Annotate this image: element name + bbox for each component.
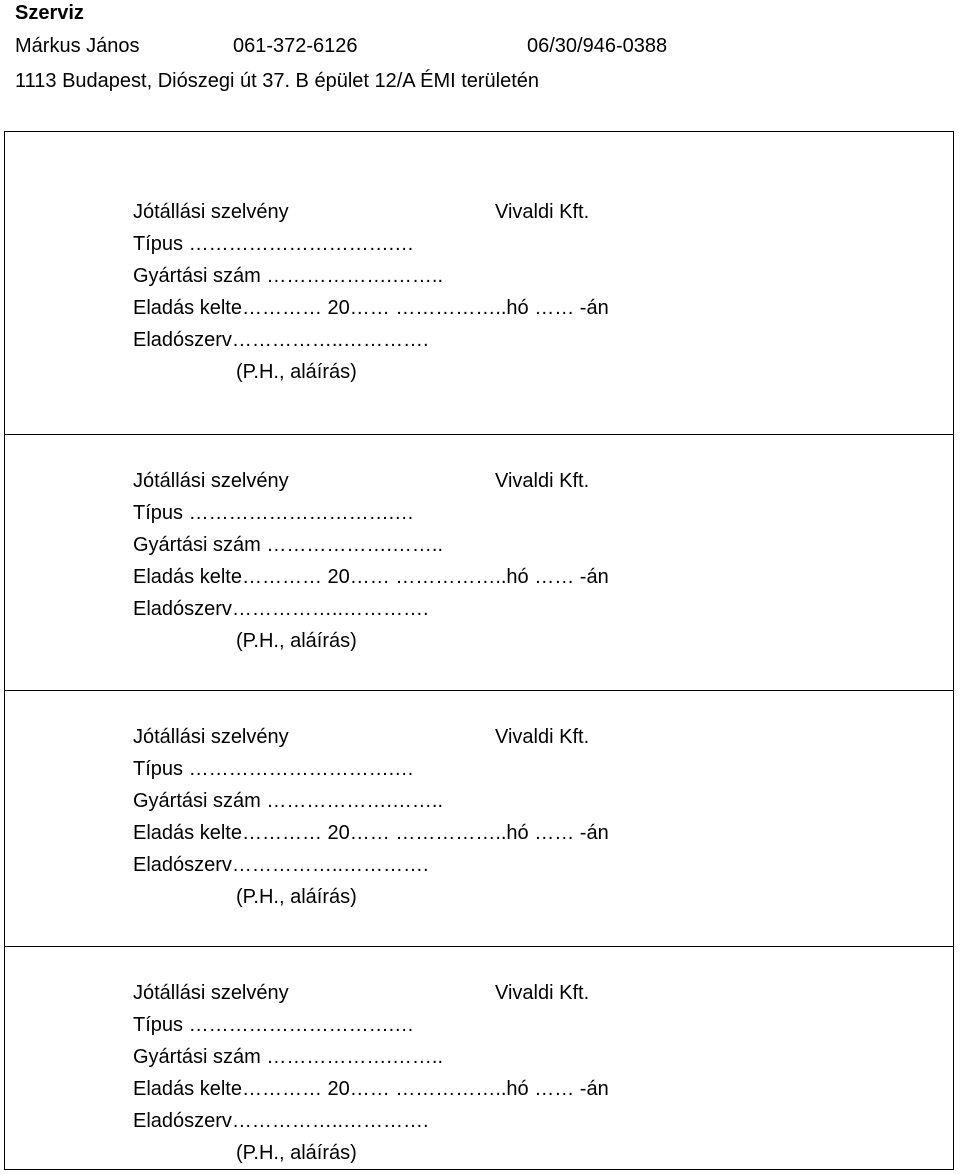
type-field[interactable]: Típus ………………………….… — [133, 758, 415, 780]
serial-number-field[interactable]: Gyártási szám ……………….…….. — [133, 790, 444, 812]
type-field[interactable]: Típus ………………………….… — [133, 1014, 415, 1036]
sale-date-field[interactable]: Eladás kelte………… 20…… ……………..hó …… -án — [133, 1078, 609, 1100]
coupon-company: Vivaldi Kft. — [495, 982, 590, 1004]
signature-field[interactable]: (P.H., aláírás) — [236, 886, 357, 908]
type-field[interactable]: Típus ………………………….… — [133, 233, 415, 255]
contact-name: Márkus János — [15, 35, 140, 57]
signature-field[interactable]: (P.H., aláírás) — [236, 630, 357, 652]
header-title: Szerviz — [15, 2, 84, 24]
address: 1113 Budapest, Diószegi út 37. B épület 12/A ÉMI területén — [15, 70, 540, 92]
coupon-divider — [5, 434, 953, 435]
coupon-title: Jótállási szelvény — [133, 726, 289, 748]
coupon-divider — [5, 946, 953, 947]
coupon-title: Jótállási szelvény — [133, 982, 289, 1004]
phone-number-1: 061-372-6126 — [233, 35, 358, 57]
coupon-title: Jótállási szelvény — [133, 470, 289, 492]
coupon-company: Vivaldi Kft. — [495, 726, 590, 748]
coupon-company: Vivaldi Kft. — [495, 470, 590, 492]
coupon-divider — [5, 690, 953, 691]
seller-field[interactable]: Eladószerv……………..…………. — [133, 1110, 429, 1132]
signature-field[interactable]: (P.H., aláírás) — [236, 1142, 357, 1164]
serial-number-field[interactable]: Gyártási szám ……………….…….. — [133, 534, 444, 556]
seller-field[interactable]: Eladószerv……………..…………. — [133, 598, 429, 620]
coupon-company: Vivaldi Kft. — [495, 201, 590, 223]
coupon-title: Jótállási szelvény — [133, 201, 289, 223]
sale-date-field[interactable]: Eladás kelte………… 20…… ……………..hó …… -án — [133, 822, 609, 844]
serial-number-field[interactable]: Gyártási szám ……………….…….. — [133, 265, 444, 287]
serial-number-field[interactable]: Gyártási szám ……………….…….. — [133, 1046, 444, 1068]
seller-field[interactable]: Eladószerv……………..…………. — [133, 854, 429, 876]
signature-field[interactable]: (P.H., aláírás) — [236, 361, 357, 383]
sale-date-field[interactable]: Eladás kelte………… 20…… ……………..hó …… -án — [133, 566, 609, 588]
type-field[interactable]: Típus ………………………….… — [133, 502, 415, 524]
coupon-frame — [4, 131, 954, 1170]
phone-number-2: 06/30/946-0388 — [527, 35, 668, 57]
seller-field[interactable]: Eladószerv……………..…………. — [133, 329, 429, 351]
sale-date-field[interactable]: Eladás kelte………… 20…… ……………..hó …… -án — [133, 297, 609, 319]
